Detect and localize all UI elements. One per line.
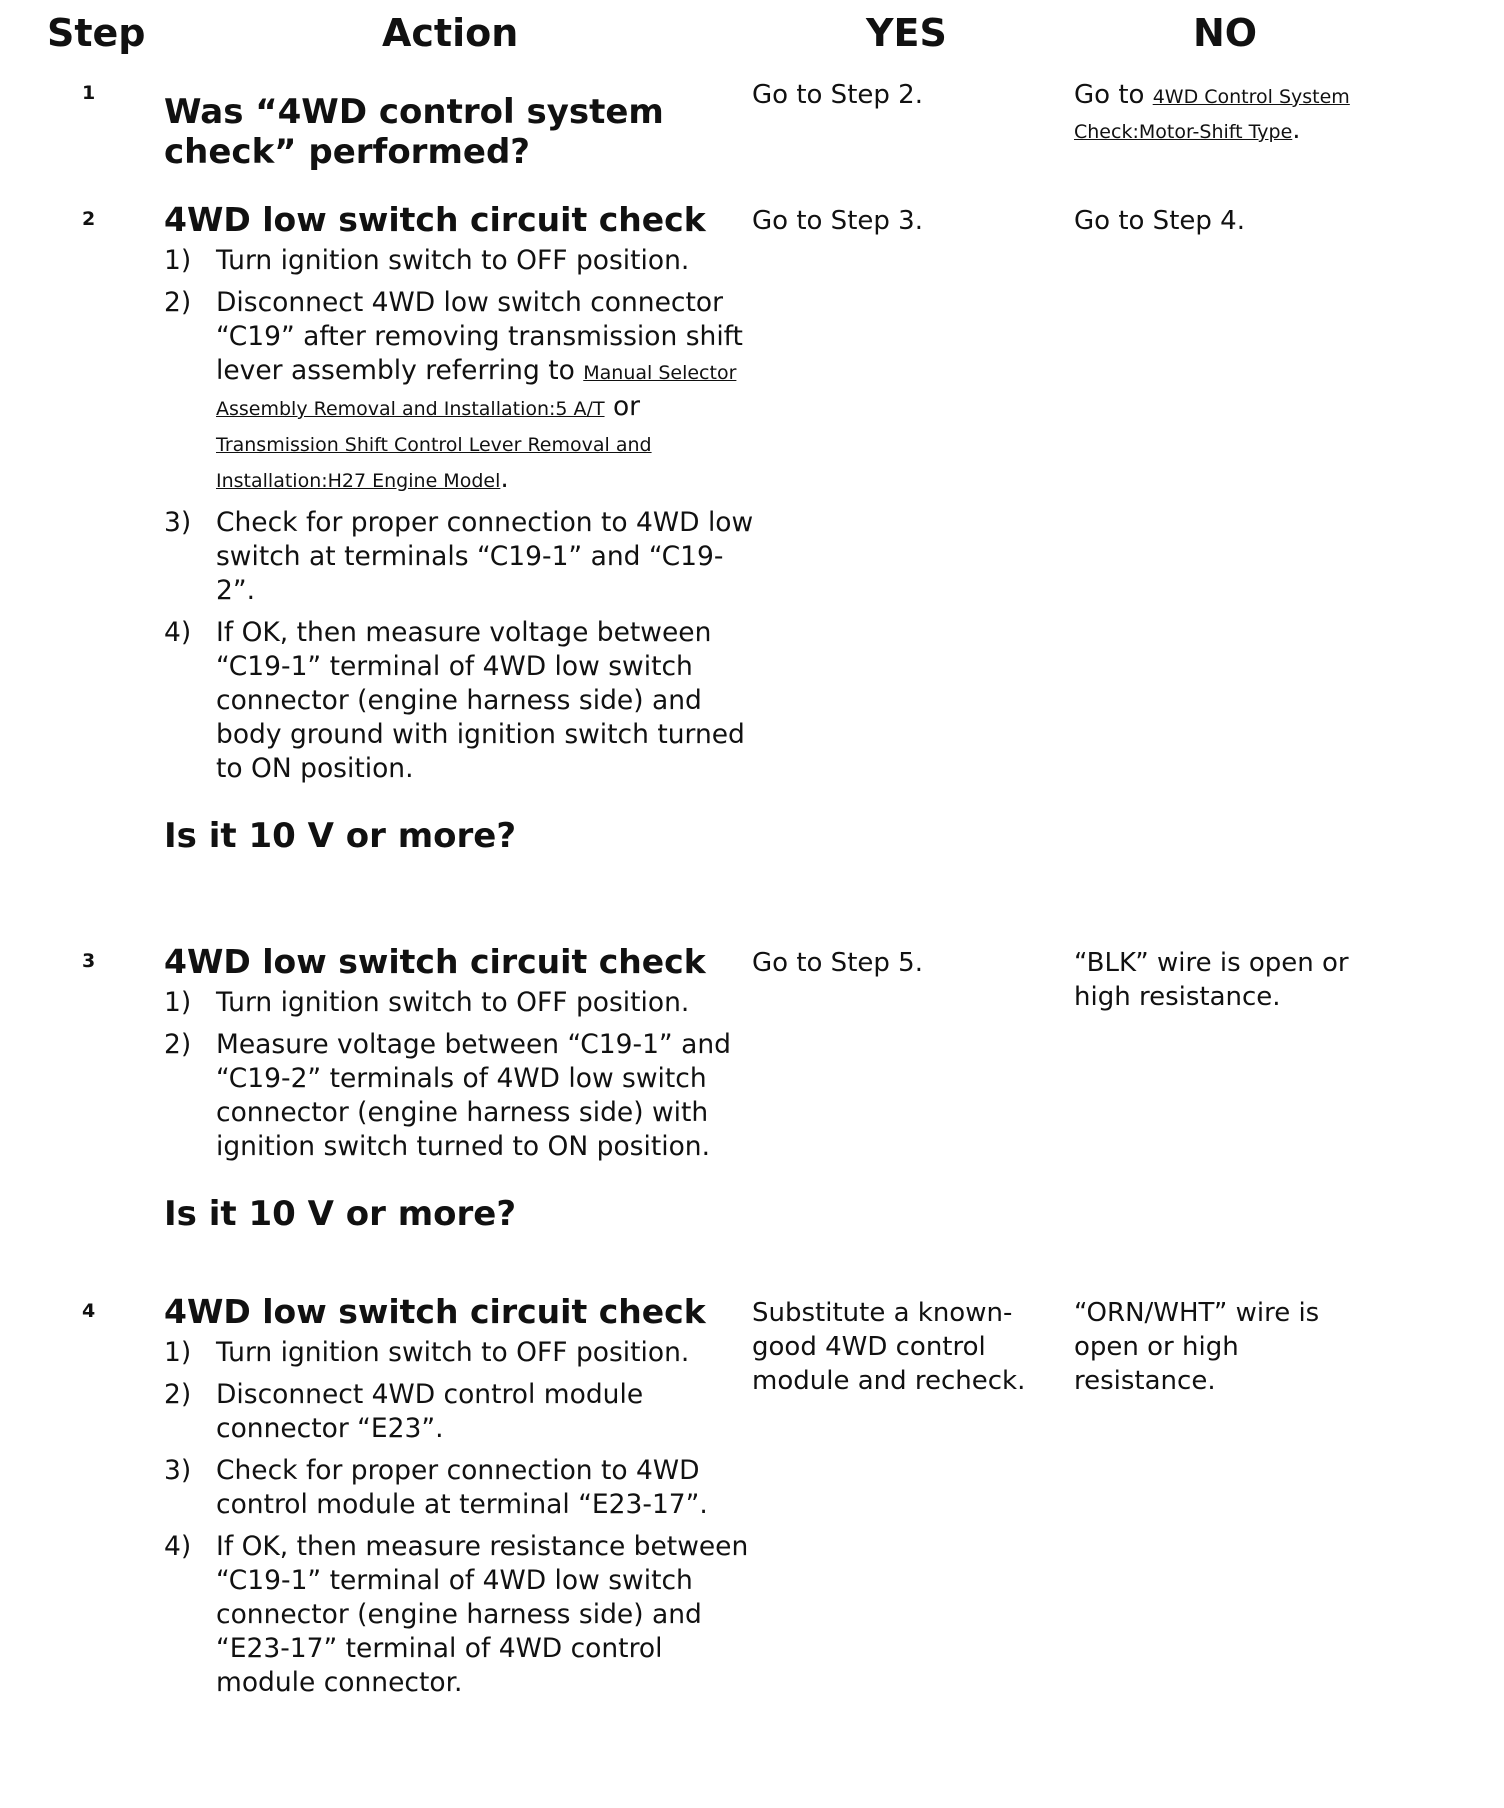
yes-text: Go to Step 2. bbox=[752, 80, 923, 110]
substep-text: Check for proper connection to 4WD control module at terminal “E23-17”. bbox=[216, 1455, 708, 1520]
substep bbox=[164, 1028, 754, 1164]
yes-result bbox=[752, 204, 1052, 238]
substep bbox=[164, 286, 754, 498]
substep bbox=[164, 506, 754, 608]
substep-number: 1) bbox=[164, 987, 192, 1018]
substep-list bbox=[164, 1336, 754, 1700]
substep bbox=[164, 1530, 754, 1700]
header-no: NO bbox=[1193, 11, 1258, 55]
substep bbox=[164, 1336, 754, 1370]
no-result bbox=[1074, 78, 1374, 148]
substep-text: Disconnect 4WD control module connector “E23”. bbox=[216, 1379, 644, 1444]
substep-end: . bbox=[500, 463, 509, 494]
substep-text: If OK, then measure resistance between “C19-1” terminal of 4WD low switch connector (engine harness side) and “E23-17” terminal of 4WD control module connector. bbox=[216, 1531, 749, 1698]
yes-text: Go to Step 3. bbox=[752, 206, 923, 236]
no-result bbox=[1074, 946, 1374, 1014]
no-text: Go to Step 4. bbox=[1074, 206, 1245, 236]
substep-list bbox=[164, 986, 754, 1164]
yes-result bbox=[752, 946, 1052, 980]
step-action bbox=[164, 1292, 754, 1708]
yes-text: Go to Step 5. bbox=[752, 948, 923, 978]
substep-text: Turn ignition switch to OFF position. bbox=[216, 987, 690, 1018]
substep bbox=[164, 1378, 754, 1446]
substep-text-lead: Disconnect 4WD low switch connector “C19” after removing transmission shift lever assembly referring to bbox=[216, 287, 743, 386]
substep-number: 1) bbox=[164, 1337, 192, 1368]
step-number: 3 bbox=[82, 950, 96, 972]
step-action bbox=[164, 200, 754, 856]
yes-result bbox=[752, 1296, 1052, 1398]
step-question: Is it 10 V or more? bbox=[164, 816, 517, 856]
step-number: 1 bbox=[82, 82, 96, 104]
substep-text: Measure voltage between “C19-1” and “C19-2” terminals of 4WD low switch connector (engine harness side) with ignition switch turned to ON position. bbox=[216, 1029, 731, 1162]
substep-number: 1) bbox=[164, 245, 192, 276]
step-title: 4WD low switch circuit check bbox=[164, 1292, 706, 1331]
step-number: 2 bbox=[82, 208, 96, 230]
step-question: Was “4WD control system check” performed? bbox=[164, 92, 664, 172]
substep bbox=[164, 986, 754, 1020]
step-action bbox=[164, 92, 754, 172]
substep-text bbox=[216, 286, 754, 498]
step-question: Is it 10 V or more? bbox=[164, 1194, 517, 1234]
header-step: Step bbox=[47, 11, 146, 55]
no-result bbox=[1074, 1296, 1374, 1398]
substep-number: 2) bbox=[164, 1029, 192, 1060]
substep-text: Turn ignition switch to OFF position. bbox=[216, 1337, 690, 1368]
substep-text: Check for proper connection to 4WD low switch at terminals “C19-1” and “C19-2”. bbox=[216, 507, 754, 606]
yes-result bbox=[752, 78, 1052, 112]
substep bbox=[164, 1454, 754, 1522]
substep-text: If OK, then measure voltage between “C19-1” terminal of 4WD low switch connector (engine harness side) and body ground with ignition switch turned to ON position. bbox=[216, 617, 745, 784]
manual-selector-link[interactable]: Manual Selector Assembly Removal and Installation:5 A/T bbox=[216, 362, 737, 420]
substep-number: 4) bbox=[164, 1531, 192, 1562]
step-title: 4WD low switch circuit check bbox=[164, 200, 706, 239]
substep-number: 3) bbox=[164, 507, 192, 538]
substep-or: or bbox=[604, 391, 641, 422]
motor-shift-check-link[interactable]: 4WD Control System Check:Motor-Shift Type bbox=[1074, 86, 1350, 143]
substep-number: 2) bbox=[164, 287, 192, 318]
substep-list bbox=[164, 244, 754, 786]
shift-control-lever-link[interactable]: Transmission Shift Control Lever Removal and Installation:H27 Engine Model bbox=[216, 434, 652, 492]
substep bbox=[164, 616, 754, 786]
no-text: “BLK” wire is open or high resistance. bbox=[1074, 948, 1349, 1012]
substep bbox=[164, 244, 754, 278]
step-number: 4 bbox=[82, 1300, 96, 1322]
header-action: Action bbox=[382, 11, 519, 55]
yes-text: Substitute a known-good 4WD control module and recheck. bbox=[752, 1298, 1026, 1396]
substep-text: Turn ignition switch to OFF position. bbox=[216, 245, 690, 276]
step-title: 4WD low switch circuit check bbox=[164, 942, 706, 981]
no-text-prefix: Go to bbox=[1074, 80, 1153, 110]
step-action bbox=[164, 942, 754, 1234]
header-yes: YES bbox=[866, 11, 947, 55]
no-result bbox=[1074, 204, 1374, 238]
substep-number: 4) bbox=[164, 617, 192, 648]
no-text: “ORN/WHT” wire is open or high resistance. bbox=[1074, 1298, 1320, 1396]
no-text-suffix: . bbox=[1292, 115, 1301, 145]
substep-number: 3) bbox=[164, 1455, 192, 1486]
substep-number: 2) bbox=[164, 1379, 192, 1410]
